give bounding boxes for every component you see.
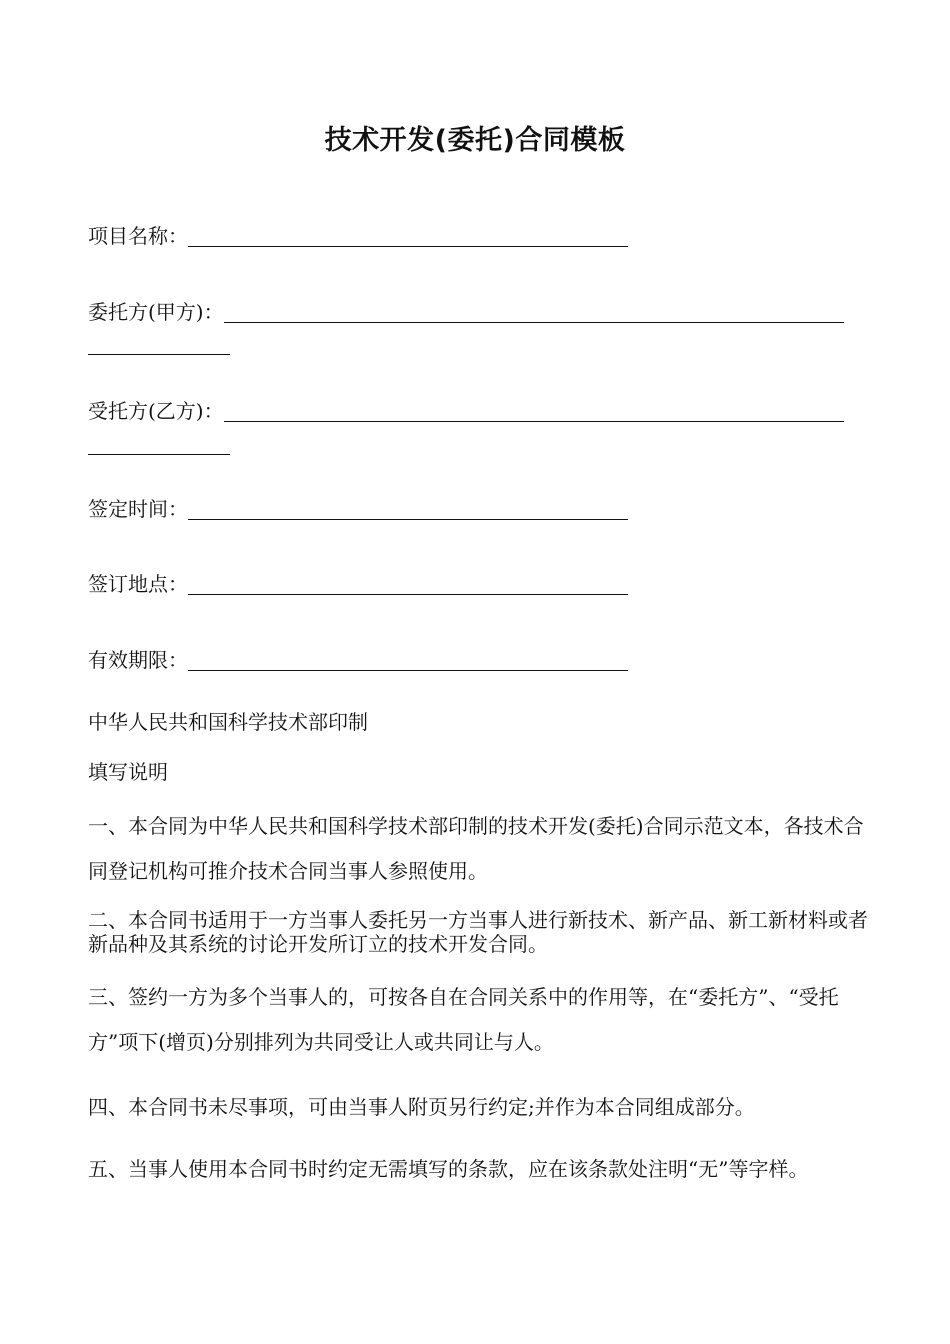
project-name-field <box>88 222 628 250</box>
client-label: 委托方(甲方)： <box>88 300 224 324</box>
validity-blank <box>188 648 628 671</box>
project-name-blank <box>188 224 628 247</box>
client-blank-continued <box>88 353 230 355</box>
instructions-heading: 填写说明 <box>88 760 168 784</box>
client-blank <box>224 300 844 323</box>
validity-label: 有效期限： <box>88 648 188 672</box>
sign-place-blank <box>188 572 628 595</box>
contractor-label: 受托方(乙方)： <box>88 399 224 423</box>
sign-date-label: 签定时间： <box>88 497 188 521</box>
sign-place-label: 签订地点： <box>88 572 188 596</box>
instruction-item-4: 四、本合同书未尽事项，可由当事人附页另行约定;并作为本合同组成部分。 <box>88 1095 755 1119</box>
sign-date-field <box>88 495 628 523</box>
contractor-blank <box>224 399 844 422</box>
validity-field <box>88 646 628 674</box>
contractor-blank-continued <box>88 453 230 455</box>
sign-place-field <box>88 570 628 598</box>
instruction-item-5: 五、当事人使用本合同书时约定无需填写的条款，应在该条款处注明“无”等字样。 <box>88 1157 809 1181</box>
contractor-field <box>88 397 844 425</box>
sign-date-blank <box>188 497 628 520</box>
issuer-text: 中华人民共和国科学技术部印制 <box>88 710 368 734</box>
document-title: 技术开发(委托)合同模板 <box>324 125 626 156</box>
instruction-item-2: 二、本合同书适用于一方当事人委托另一方当事人进行新技术、新产品、新工新材料或者新品种及其系统的讨论开发所订立的技术开发合同。 <box>88 908 868 956</box>
instruction-item-1: 一、本合同为中华人民共和国科学技术部印制的技术开发(委托)合同示范文本，各技术合同登记机构可推介技术合同当事人参照使用。 <box>88 814 864 883</box>
instruction-item-3: 三、签约一方为多个当事人的，可按各自在合同关系中的作用等，在“委托方”、“受托方”项下(增页)分别排列为共同受让人或共同让与人。 <box>88 985 839 1054</box>
project-name-label: 项目名称： <box>88 224 188 248</box>
client-field <box>88 298 844 326</box>
